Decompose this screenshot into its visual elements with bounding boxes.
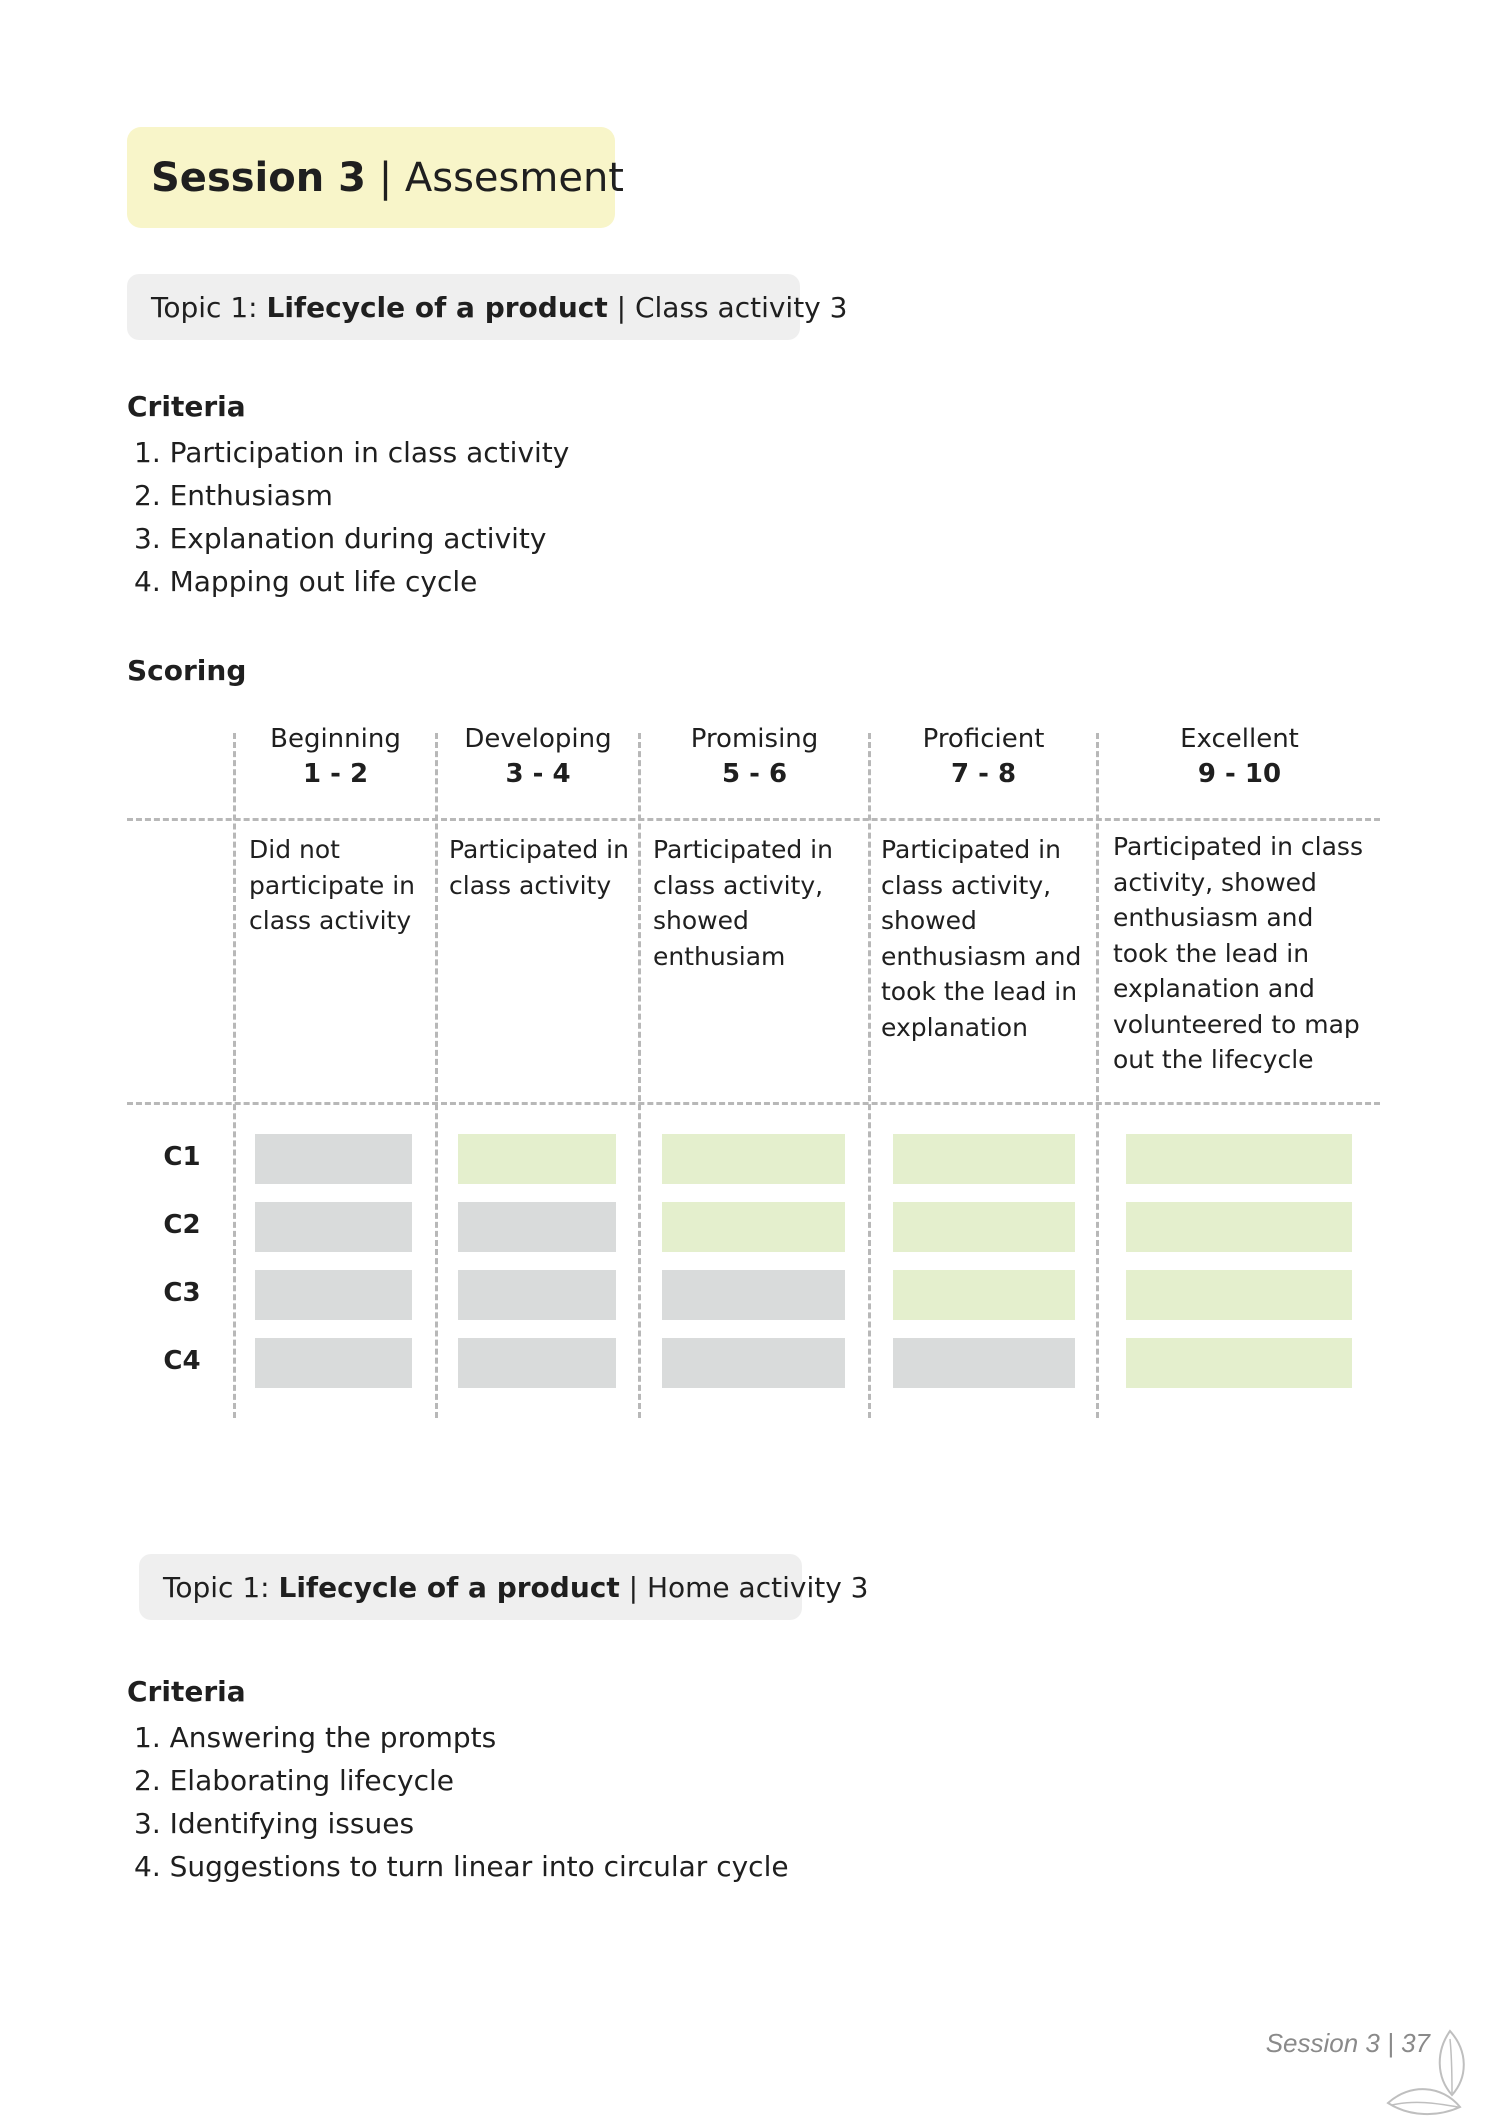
score-cell <box>458 1338 616 1388</box>
home-criteria-list <box>134 1716 789 1888</box>
score-cell <box>893 1202 1075 1252</box>
home-criteria-heading: Criteria <box>127 1675 246 1708</box>
level-header-proficient <box>871 722 1096 792</box>
topic-name: Lifecycle of a product <box>278 1570 620 1604</box>
criteria-item: 4. Suggestions to turn linear into circular cycle <box>134 1850 789 1883</box>
score-cell <box>1126 1202 1352 1252</box>
criteria-item: 1. Answering the prompts <box>134 1721 497 1754</box>
topic-prefix: Topic 1: <box>151 290 267 324</box>
level-header-developing <box>438 722 638 792</box>
score-cell <box>893 1270 1075 1320</box>
scoring-heading: Scoring <box>127 654 247 687</box>
row-label-c2: C2 <box>163 1210 201 1240</box>
session-title: Session 3 <box>151 154 366 201</box>
grid-line <box>1096 733 1099 1418</box>
score-cell <box>893 1338 1075 1388</box>
class-topic-pill <box>127 274 848 340</box>
topic-separator: | <box>607 290 635 324</box>
level-name: Beginning <box>270 724 401 754</box>
topic-separator: | <box>619 1570 647 1604</box>
topic-prefix: Topic 1: <box>163 1570 279 1604</box>
home-topic-pill <box>139 1554 869 1620</box>
score-cell <box>1126 1270 1352 1320</box>
grid-line <box>127 818 1380 821</box>
level-range: 5 - 6 <box>721 759 788 789</box>
grid-line <box>638 733 641 1418</box>
row-label-c3: C3 <box>163 1278 201 1308</box>
score-cell <box>1126 1134 1352 1184</box>
page-footer: Session 3 | 37 <box>1265 2028 1430 2058</box>
class-criteria-list <box>134 431 569 603</box>
level-range: 9 - 10 <box>1197 759 1282 789</box>
score-cell <box>255 1202 412 1252</box>
criteria-item: 4. Mapping out life cycle <box>134 565 478 598</box>
score-cell <box>458 1134 616 1184</box>
level-range: 7 - 8 <box>950 759 1017 789</box>
score-cell <box>662 1134 845 1184</box>
score-cell <box>255 1270 412 1320</box>
session-header <box>127 127 624 228</box>
criteria-item: 3. Identifying issues <box>134 1807 415 1840</box>
level-description-excellent: Participated in class activity, showed enthusiasm and took the lead in explanation and volunteered to map out the lifecycle <box>1113 832 1363 1074</box>
level-range: 1 - 2 <box>302 759 369 789</box>
criteria-item: 3. Explanation during activity <box>134 522 547 555</box>
row-label-c4: C4 <box>163 1346 201 1376</box>
level-name: Promising <box>690 724 819 754</box>
level-header-promising <box>641 722 868 792</box>
criteria-item: 2. Enthusiasm <box>134 479 333 512</box>
grid-line <box>127 1102 1380 1105</box>
grid-line <box>868 733 871 1418</box>
class-criteria-heading: Criteria <box>127 390 246 423</box>
level-header-beginning <box>236 722 435 792</box>
score-cell <box>458 1202 616 1252</box>
score-cell <box>893 1134 1075 1184</box>
topic-activity: Class activity 3 <box>634 290 848 324</box>
level-name: Excellent <box>1180 724 1299 754</box>
score-cell <box>662 1202 845 1252</box>
level-description-developing: Participated in class activity <box>449 835 629 900</box>
topic-name: Lifecycle of a product <box>266 290 608 324</box>
level-name: Developing <box>464 724 612 754</box>
criteria-item: 2. Elaborating lifecycle <box>134 1764 455 1797</box>
score-cell <box>1126 1338 1352 1388</box>
criteria-item: 1. Participation in class activity <box>134 436 570 469</box>
level-name: Proficient <box>922 724 1045 754</box>
row-label-c1: C1 <box>163 1142 201 1172</box>
grid-line <box>233 733 236 1418</box>
grid-line <box>435 733 438 1418</box>
score-cell <box>662 1338 845 1388</box>
score-cell <box>255 1134 412 1184</box>
level-description-promising: Participated in class activity, showed enthusiam <box>653 835 833 971</box>
score-cell <box>662 1270 845 1320</box>
score-cell <box>255 1338 412 1388</box>
level-range: 3 - 4 <box>505 759 571 789</box>
score-cell <box>458 1270 616 1320</box>
session-separator: | <box>365 154 405 201</box>
level-description-beginning: Did not participate in class activity <box>249 835 416 935</box>
level-description-proficient: Participated in class activity, showed enthusiasm and took the lead in explanation <box>881 835 1082 1042</box>
level-header-excellent <box>1099 722 1380 792</box>
leaf-icon <box>1380 2025 1470 2124</box>
session-subtitle: Assesment <box>404 154 624 201</box>
topic-activity: Home activity 3 <box>646 1570 869 1604</box>
